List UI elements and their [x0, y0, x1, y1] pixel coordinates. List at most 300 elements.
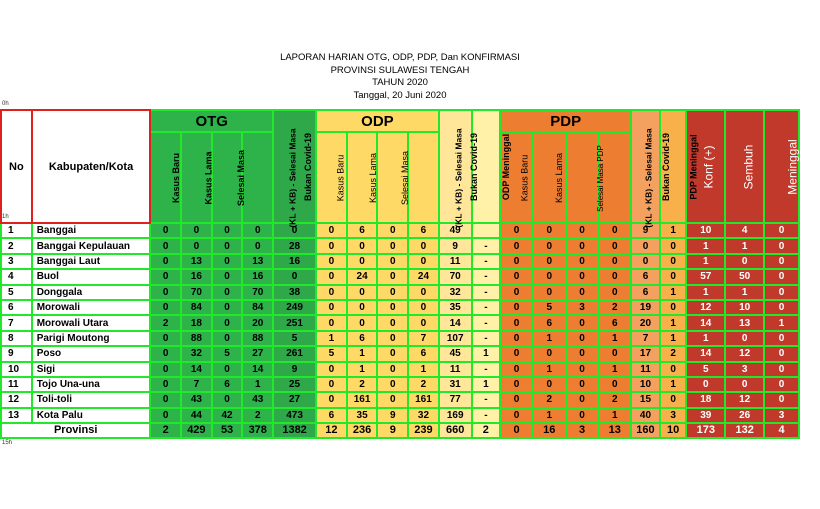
konf-cell: 0 — [764, 331, 799, 346]
odp-cell: 77 — [439, 392, 472, 407]
row-kabupaten: Donggala — [32, 285, 151, 300]
report-table — [0, 109, 800, 439]
table-row — [1, 254, 799, 269]
odp-cell: 0 — [347, 238, 378, 253]
row-kabupaten: Tojo Una-una — [32, 377, 151, 392]
odp-cell: 0 — [377, 300, 408, 315]
row-kabupaten: Banggai — [32, 223, 151, 238]
pdp-cell: 7 — [631, 331, 660, 346]
odp-cell: 1 — [408, 362, 439, 377]
pdp-cell: 1 — [598, 362, 631, 377]
pdp-cell: 0 — [566, 377, 599, 392]
header-konf: Konf (+) — [686, 110, 725, 223]
pdp-cell: 0 — [598, 254, 631, 269]
konf-cell: 1 — [725, 238, 764, 253]
total-pdp-cell: 0 — [500, 423, 533, 438]
odp-cell: 0 — [377, 392, 408, 407]
otg-cell: 0 — [212, 392, 243, 407]
konf-cell: 1 — [764, 315, 799, 330]
odp-cell: 6 — [316, 408, 347, 423]
otg-cell: 70 — [181, 285, 212, 300]
odp-cell: 6 — [347, 223, 378, 238]
report-year: TAHUN 2020 — [372, 77, 428, 88]
odp-cell: 0 — [316, 377, 347, 392]
pdp-cell: 3 — [566, 300, 599, 315]
konf-cell: 0 — [764, 346, 799, 361]
header-no: No — [1, 110, 32, 223]
pdp-cell: 0 — [533, 285, 566, 300]
header-odp-kasus-lama: Kasus Lama — [347, 132, 378, 223]
odp-cell: - — [472, 285, 501, 300]
pdp-cell: 3 — [660, 408, 687, 423]
odp-cell: 0 — [316, 362, 347, 377]
pdp-cell: 0 — [500, 331, 533, 346]
pdp-cell: 0 — [660, 269, 687, 284]
otg-cell: 2 — [242, 408, 273, 423]
pdp-cell: 0 — [566, 223, 599, 238]
odp-cell: 24 — [347, 269, 378, 284]
odp-cell: 31 — [439, 377, 472, 392]
odp-cell: 49 — [439, 223, 472, 238]
odp-cell: 35 — [347, 408, 378, 423]
konf-cell: 39 — [686, 408, 725, 423]
otg-cell: 251 — [273, 315, 316, 330]
total-odp-cell: 239 — [408, 423, 439, 438]
otg-cell: 28 — [273, 238, 316, 253]
otg-cell: 0 — [212, 238, 243, 253]
pdp-cell: 0 — [598, 223, 631, 238]
konf-cell: 4 — [725, 223, 764, 238]
header-pdp-group: PDP — [500, 110, 631, 132]
otg-cell: 70 — [242, 285, 273, 300]
pdp-cell: 6 — [533, 315, 566, 330]
header-otg-selesai-masa: Selesai Masa — [212, 132, 243, 223]
header-pdp-kasus-baru: Kasus Baru — [500, 132, 533, 223]
pdp-cell: 2 — [598, 392, 631, 407]
table-row — [1, 362, 799, 377]
otg-cell: 16 — [181, 269, 212, 284]
konf-cell: 0 — [764, 362, 799, 377]
pdp-cell: 5 — [533, 300, 566, 315]
otg-cell: 16 — [242, 269, 273, 284]
pdp-cell: 0 — [598, 346, 631, 361]
header-pdp-bukan: Bukan Covid-19 — [631, 110, 660, 223]
otg-cell: 0 — [150, 238, 181, 253]
pdp-cell: 2 — [598, 300, 631, 315]
otg-cell: 6 — [212, 377, 243, 392]
row-number: 13 — [1, 408, 32, 423]
header-odp-group: ODP — [316, 110, 439, 132]
pdp-cell: 0 — [566, 392, 599, 407]
header-otg-kasus-lama: Kasus Lama — [181, 132, 212, 223]
header-pdp-meninggal: PDP Meninggal — [660, 110, 687, 223]
pdp-cell: 0 — [500, 223, 533, 238]
konf-cell: 12 — [686, 300, 725, 315]
row-kabupaten: Banggai Kepulauan — [32, 238, 151, 253]
pdp-cell: 0 — [500, 254, 533, 269]
table-row — [1, 346, 799, 361]
konf-cell: 13 — [725, 315, 764, 330]
pdp-cell: 20 — [631, 315, 660, 330]
otg-cell: 473 — [273, 408, 316, 423]
pdp-cell: 0 — [533, 238, 566, 253]
pdp-cell: 11 — [631, 362, 660, 377]
header-otg-group: OTG — [150, 110, 273, 132]
header-odp-selesai-masa: Selesai Masa — [377, 132, 408, 223]
odp-cell: 70 — [439, 269, 472, 284]
odp-cell: 0 — [316, 223, 347, 238]
pdp-cell: 0 — [500, 362, 533, 377]
konf-cell: 50 — [725, 269, 764, 284]
row-number: 11 — [1, 377, 32, 392]
odp-cell: 0 — [377, 223, 408, 238]
row-kabupaten: Morowali — [32, 300, 151, 315]
header-meninggal: Meninggal — [764, 110, 799, 223]
odp-cell: 2 — [408, 377, 439, 392]
odp-cell: 0 — [408, 254, 439, 269]
odp-cell: 1 — [472, 377, 501, 392]
table-row — [1, 331, 799, 346]
total-pdp-cell: 10 — [660, 423, 687, 438]
otg-cell: 42 — [212, 408, 243, 423]
konf-cell: 12 — [725, 346, 764, 361]
konf-cell: 10 — [686, 223, 725, 238]
pdp-cell: 2 — [533, 392, 566, 407]
odp-cell: 0 — [377, 377, 408, 392]
otg-cell: 14 — [181, 362, 212, 377]
otg-cell: 27 — [273, 392, 316, 407]
row-kabupaten: Parigi Moutong — [32, 331, 151, 346]
odp-cell: 0 — [408, 300, 439, 315]
pdp-cell: 0 — [566, 346, 599, 361]
pdp-cell: 0 — [566, 362, 599, 377]
otg-cell: 0 — [212, 285, 243, 300]
otg-cell: 0 — [150, 377, 181, 392]
konf-cell: 12 — [725, 392, 764, 407]
otg-cell: 88 — [242, 331, 273, 346]
pdp-cell: 1 — [598, 408, 631, 423]
otg-cell: 0 — [150, 346, 181, 361]
pdp-cell: 0 — [598, 285, 631, 300]
header-pdp-selesai-masa: Selesai Masa PDP — [566, 132, 599, 223]
pdp-cell: 0 — [598, 377, 631, 392]
pdp-cell: 1 — [533, 408, 566, 423]
row-kabupaten: Toli-toli — [32, 392, 151, 407]
otg-cell: 38 — [273, 285, 316, 300]
odp-cell: 1 — [472, 346, 501, 361]
odp-cell — [472, 223, 501, 238]
pdp-cell: 9 — [631, 223, 660, 238]
odp-cell: 0 — [316, 269, 347, 284]
odp-cell: 1 — [347, 346, 378, 361]
odp-cell: 11 — [439, 362, 472, 377]
odp-cell: 2 — [347, 377, 378, 392]
otg-cell: 25 — [273, 377, 316, 392]
otg-cell: 261 — [273, 346, 316, 361]
otg-cell: 7 — [181, 377, 212, 392]
odp-cell: 11 — [439, 254, 472, 269]
pdp-cell: 1 — [660, 331, 687, 346]
odp-cell: - — [472, 408, 501, 423]
pdp-cell: 0 — [566, 408, 599, 423]
odp-cell: 0 — [377, 285, 408, 300]
pdp-cell: 1 — [660, 285, 687, 300]
otg-cell: 27 — [242, 346, 273, 361]
pdp-cell: 0 — [598, 238, 631, 253]
total-otg-cell: 2 — [150, 423, 181, 438]
konf-cell: 14 — [686, 315, 725, 330]
odp-cell: 0 — [316, 315, 347, 330]
total-pdp-cell: 3 — [566, 423, 599, 438]
otg-cell: 14 — [242, 362, 273, 377]
otg-cell: 20 — [242, 315, 273, 330]
konf-cell: 0 — [764, 223, 799, 238]
pdp-cell: 19 — [631, 300, 660, 315]
otg-cell: 0 — [150, 269, 181, 284]
otg-cell: 1 — [242, 377, 273, 392]
konf-cell: 0 — [764, 254, 799, 269]
otg-cell: 43 — [181, 392, 212, 407]
odp-cell: - — [472, 315, 501, 330]
pdp-cell: 1 — [660, 315, 687, 330]
otg-cell: 0 — [212, 269, 243, 284]
konf-cell: 18 — [686, 392, 725, 407]
otg-cell: 5 — [212, 346, 243, 361]
odp-cell: 0 — [377, 254, 408, 269]
pdp-cell: 6 — [631, 285, 660, 300]
odp-cell: 0 — [408, 238, 439, 253]
odp-cell: 32 — [408, 408, 439, 423]
otg-cell: 0 — [212, 315, 243, 330]
pdp-cell: 0 — [533, 377, 566, 392]
table-row — [1, 377, 799, 392]
otg-cell: 0 — [212, 300, 243, 315]
otg-cell: 13 — [242, 254, 273, 269]
table-row — [1, 238, 799, 253]
row-number: 7 — [1, 315, 32, 330]
otg-cell: 0 — [150, 331, 181, 346]
pdp-cell: 0 — [631, 238, 660, 253]
otg-cell: 0 — [150, 285, 181, 300]
pdp-cell: 0 — [500, 238, 533, 253]
otg-cell: 0 — [150, 392, 181, 407]
row-number: 1 — [1, 223, 32, 238]
odp-cell: 0 — [347, 300, 378, 315]
total-otg-cell: 53 — [212, 423, 243, 438]
row-number: 2 — [1, 238, 32, 253]
pdp-cell: 0 — [500, 377, 533, 392]
pdp-cell: 40 — [631, 408, 660, 423]
konf-cell: 14 — [686, 346, 725, 361]
konf-cell: 0 — [764, 238, 799, 253]
pdp-cell: 0 — [500, 408, 533, 423]
odp-cell: 169 — [439, 408, 472, 423]
odp-cell: 9 — [439, 238, 472, 253]
pdp-cell: 0 — [631, 254, 660, 269]
pdp-cell: 0 — [660, 300, 687, 315]
konf-cell: 0 — [764, 392, 799, 407]
pdp-cell: 1 — [533, 331, 566, 346]
total-odp-cell: 236 — [347, 423, 378, 438]
table-row — [1, 269, 799, 284]
otg-cell: 84 — [181, 300, 212, 315]
odp-cell: 0 — [408, 285, 439, 300]
table-row — [1, 300, 799, 315]
otg-cell: 16 — [273, 254, 316, 269]
konf-cell: 0 — [725, 377, 764, 392]
pdp-cell: 0 — [566, 331, 599, 346]
konf-cell: 3 — [725, 362, 764, 377]
odp-cell: 9 — [377, 408, 408, 423]
row-number: 3 — [1, 254, 32, 269]
row-number: 5 — [1, 285, 32, 300]
row-kabupaten: Morowali Utara — [32, 315, 151, 330]
odp-cell: 0 — [316, 238, 347, 253]
pdp-cell: 0 — [533, 269, 566, 284]
pdp-cell: 0 — [566, 254, 599, 269]
odp-cell: - — [472, 392, 501, 407]
odp-cell: 0 — [377, 315, 408, 330]
odp-cell: - — [472, 269, 501, 284]
row-number: 4 — [1, 269, 32, 284]
pdp-cell: 0 — [500, 300, 533, 315]
pdp-cell: 0 — [500, 315, 533, 330]
konf-cell: 1 — [686, 238, 725, 253]
header-odp-klkb: (KL + KB) - Selesai Masa — [408, 132, 439, 223]
total-pdp-cell: 160 — [631, 423, 660, 438]
row-number: 9 — [1, 346, 32, 361]
pdp-cell: 1 — [598, 331, 631, 346]
total-konf-cell: 173 — [686, 423, 725, 438]
report-date: Tanggal, 20 Juni 2020 — [353, 89, 447, 101]
total-konf-cell: 132 — [725, 423, 764, 438]
otg-cell: 84 — [242, 300, 273, 315]
row-kabupaten: Buol — [32, 269, 151, 284]
odp-cell: 0 — [408, 315, 439, 330]
total-otg-cell: 429 — [181, 423, 212, 438]
header-odp-bukan: Bukan Covid-19 — [439, 110, 472, 223]
odp-cell: 161 — [347, 392, 378, 407]
otg-cell: 0 — [212, 223, 243, 238]
pdp-cell: 1 — [660, 377, 687, 392]
table-body — [1, 223, 799, 438]
odp-cell: 14 — [439, 315, 472, 330]
pdp-cell: 0 — [500, 285, 533, 300]
konf-cell: 57 — [686, 269, 725, 284]
otg-cell: 0 — [273, 269, 316, 284]
pdp-cell: 0 — [566, 315, 599, 330]
odp-cell: 161 — [408, 392, 439, 407]
row-number: 8 — [1, 331, 32, 346]
otg-cell: 32 — [181, 346, 212, 361]
konf-cell: 10 — [725, 300, 764, 315]
konf-cell: 0 — [764, 377, 799, 392]
pdp-cell: 6 — [631, 269, 660, 284]
total-odp-cell: 9 — [377, 423, 408, 438]
odp-cell: 6 — [408, 346, 439, 361]
pdp-cell: 0 — [660, 254, 687, 269]
pdp-cell: 15 — [631, 392, 660, 407]
konf-cell: 0 — [764, 300, 799, 315]
odp-cell: 107 — [439, 331, 472, 346]
otg-cell: 0 — [150, 223, 181, 238]
pdp-cell: 17 — [631, 346, 660, 361]
konf-cell: 1 — [686, 285, 725, 300]
table-row — [1, 392, 799, 407]
otg-cell: 0 — [150, 254, 181, 269]
table-row — [1, 223, 799, 238]
row-kabupaten: Sigi — [32, 362, 151, 377]
otg-cell: 13 — [181, 254, 212, 269]
odp-cell: 0 — [377, 346, 408, 361]
otg-cell: 2 — [150, 315, 181, 330]
pdp-cell: 10 — [631, 377, 660, 392]
odp-cell: 24 — [408, 269, 439, 284]
otg-cell: 0 — [242, 223, 273, 238]
konf-cell: 1 — [686, 331, 725, 346]
otg-cell: 18 — [181, 315, 212, 330]
otg-cell: 5 — [273, 331, 316, 346]
row-number: 12 — [1, 392, 32, 407]
header-pdp-klkb: (KL + KB) - Selesai Masa — [598, 132, 631, 223]
otg-cell: 88 — [181, 331, 212, 346]
header-otg-bukan: Bukan Covid-19 — [273, 110, 316, 223]
pdp-cell: 0 — [500, 269, 533, 284]
odp-cell: - — [472, 238, 501, 253]
odp-cell: 45 — [439, 346, 472, 361]
odp-cell: 1 — [316, 331, 347, 346]
odp-cell: 0 — [377, 269, 408, 284]
otg-cell: 0 — [212, 254, 243, 269]
pdp-cell: 0 — [533, 346, 566, 361]
odp-cell: 0 — [316, 254, 347, 269]
pdp-cell: 1 — [660, 223, 687, 238]
odp-cell: 0 — [377, 238, 408, 253]
total-pdp-cell: 16 — [533, 423, 566, 438]
row-number: 10 — [1, 362, 32, 377]
header-odp-kasus-baru: Kasus Baru — [316, 132, 347, 223]
konf-cell: 0 — [725, 331, 764, 346]
odp-cell: 35 — [439, 300, 472, 315]
otg-cell: 9 — [273, 362, 316, 377]
pdp-cell: 0 — [533, 254, 566, 269]
konf-cell: 1 — [725, 285, 764, 300]
odp-cell: 6 — [347, 331, 378, 346]
pdp-cell: 0 — [500, 346, 533, 361]
total-label: Provinsi — [1, 423, 150, 438]
header-kabupaten: Kabupaten/Kota — [32, 110, 151, 223]
pdp-cell: 0 — [598, 269, 631, 284]
header-odp-meninggal: ODP Meninggal — [472, 110, 501, 223]
odp-cell: 1 — [347, 362, 378, 377]
pdp-cell: 2 — [660, 346, 687, 361]
otg-cell: 43 — [242, 392, 273, 407]
otg-cell: 0 — [212, 362, 243, 377]
otg-cell: 0 — [242, 238, 273, 253]
konf-cell: 1 — [686, 254, 725, 269]
odp-cell: 0 — [316, 392, 347, 407]
otg-cell: 0 — [273, 223, 316, 238]
odp-cell: - — [472, 254, 501, 269]
table-row — [1, 315, 799, 330]
header-pdp-kasus-lama: Kasus Lama — [533, 132, 566, 223]
margin-mark-header: 1h — [2, 214, 9, 220]
pdp-cell: 1 — [533, 362, 566, 377]
header-otg-klkb: (KL + KB) - Selesai Masa — [242, 132, 273, 223]
konf-cell: 0 — [725, 254, 764, 269]
otg-cell: 0 — [181, 238, 212, 253]
odp-cell: 0 — [316, 300, 347, 315]
